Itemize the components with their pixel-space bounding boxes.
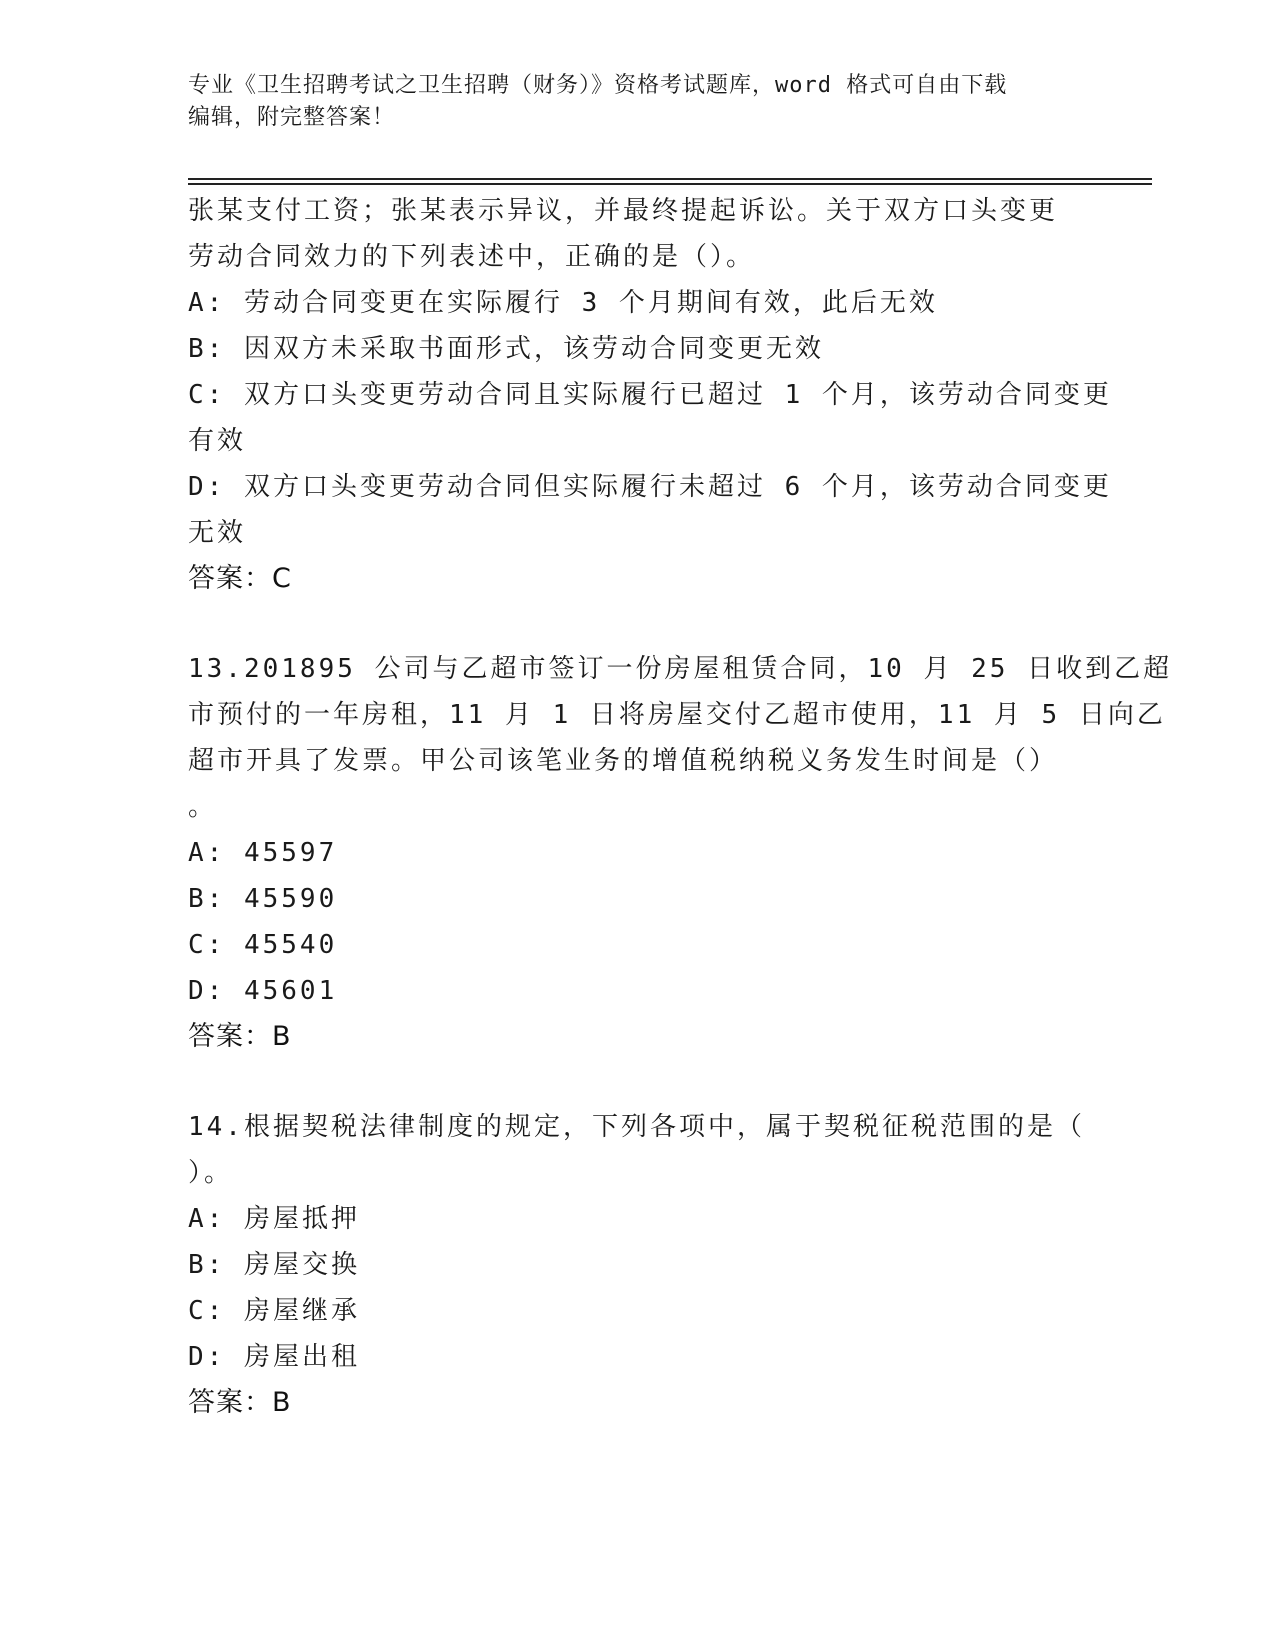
question-block-13: [188, 646, 1173, 1060]
option-b: B: 因双方未采取书面形式，该劳动合同变更无效: [188, 334, 824, 364]
option-d: D: 45601: [188, 976, 338, 1006]
header-line-1: 专业《卫生招聘考试之卫生招聘（财务）》资格考试题库，word 格式可自由下载: [188, 73, 1008, 98]
option-c: C: 房屋继承: [188, 1296, 360, 1326]
answer-line: 答案：B: [188, 1021, 292, 1052]
question-stem-line: 张某支付工资；张某表示异议，并最终提起诉讼。关于双方口头变更: [188, 196, 1059, 226]
option-b: B: 45590: [188, 884, 338, 914]
question-spacer: [188, 1060, 1088, 1104]
question-stem-line: 市预付的一年房租，11 月 1 日将房屋交付乙超市使用，11 月 5 日向乙: [188, 700, 1166, 730]
question-stem-line: 超市开具了发票。甲公司该笔业务的增值税纳税义务发生时间是（）: [188, 746, 1059, 776]
header-divider-bottom: [188, 183, 1152, 185]
header-divider-top: [188, 178, 1152, 180]
option-c: C: 双方口头变更劳动合同且实际履行已超过 1 个月，该劳动合同变更: [188, 380, 1112, 410]
question-spacer: [188, 602, 1088, 646]
option-b: B: 房屋交换: [188, 1250, 360, 1280]
question-block-14: [188, 1104, 1088, 1426]
document-header: [188, 70, 1068, 134]
option-c: C: 45540: [188, 930, 338, 960]
option-a: A: 房屋抵押: [188, 1204, 360, 1234]
question-content: [188, 188, 1173, 1426]
answer-line: 答案：B: [188, 1387, 292, 1418]
question-stem-line: 劳动合同效力的下列表述中，正确的是（）。: [188, 242, 756, 272]
header-line-2: 编辑，附完整答案！: [188, 105, 396, 130]
option-a: A: 45597: [188, 838, 338, 868]
question-stem-line: 13.201895 公司与乙超市签订一份房屋租赁合同，10 月 25 日收到乙超: [188, 654, 1173, 684]
question-stem-line: 。: [188, 792, 218, 822]
option-d-continued: 无效: [188, 518, 247, 548]
option-c-continued: 有效: [188, 426, 247, 456]
question-stem-line: 14.根据契税法律制度的规定，下列各项中，属于契税征税范围的是（: [188, 1112, 1085, 1142]
option-d: D: 双方口头变更劳动合同但实际履行未超过 6 个月，该劳动合同变更: [188, 472, 1112, 502]
option-a: A: 劳动合同变更在实际履行 3 个月期间有效，此后无效: [188, 288, 938, 318]
option-d: D: 房屋出租: [188, 1342, 360, 1372]
question-block-continued: [188, 188, 1112, 602]
answer-line: 答案：C: [188, 563, 292, 594]
question-stem-line: ）。: [188, 1158, 234, 1188]
